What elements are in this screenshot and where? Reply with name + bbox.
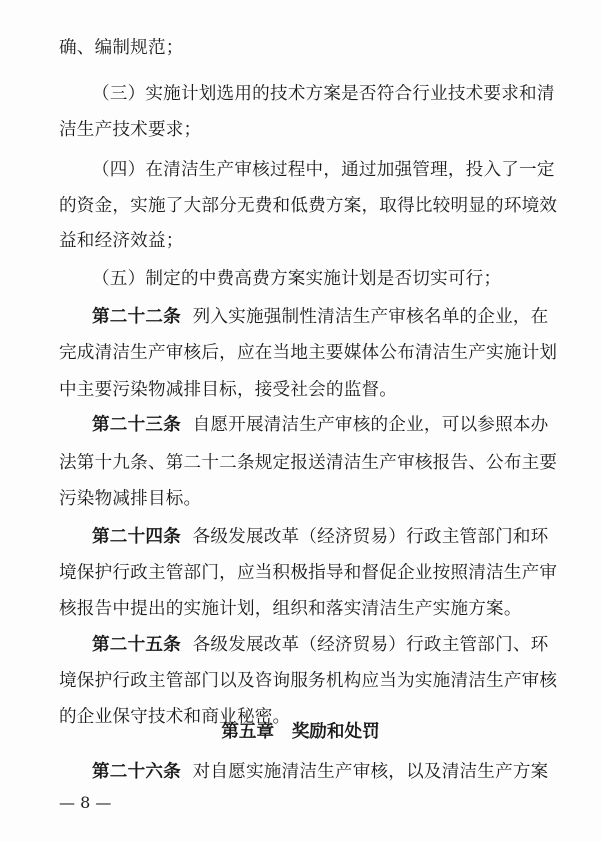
article-26-paragraph: [92, 760, 559, 784]
text-line: 益和经济效益；: [59, 231, 184, 251]
text-line: 法第十九条、第二十二条规定报送清洁生产审核报告、公布主要: [59, 453, 558, 473]
text-line: 列入实施强制性清洁生产审核名单的企业，在: [192, 307, 549, 327]
article-heading: 第二十五条: [92, 635, 181, 655]
text-line: 污染物减排目标。: [59, 489, 202, 509]
text-line: 完成清洁生产审核后，应在当地主要媒体公布清洁生产实施计划: [59, 343, 558, 363]
text-line: 境保护行政主管部门，应当积极指导和督促企业按照清洁生产审: [59, 563, 558, 583]
article-heading: 第二十三条: [92, 415, 181, 435]
page-number: — 8 —: [59, 793, 112, 812]
article-heading: 第二十六条: [92, 762, 181, 782]
text-line: 境保护行政主管部门以及咨询服务机构应当为实施清洁生产审核: [59, 671, 558, 691]
article-22-paragraph: [92, 305, 559, 329]
article-24-paragraph: [92, 525, 559, 549]
text-line: 的资金，实施了大部分无费和低费方案，取得比较明显的环境效: [59, 196, 558, 216]
article-25-paragraph: [92, 633, 559, 657]
text-line: 确、编制规范；: [59, 38, 184, 58]
text-line: 自愿开展清洁生产审核的企业，可以参照本办: [192, 415, 549, 435]
text-line: 核报告中提出的实施计划，组织和落实清洁生产实施方案。: [59, 599, 522, 619]
chapter-title: 第五章 奖励和处罚: [221, 722, 380, 742]
article-23-paragraph: [92, 413, 559, 437]
text-line: 各级发展改革（经济贸易）行政主管部门和环: [192, 527, 549, 547]
text-line: （三）实施计划选用的技术方案是否符合行业技术要求和清: [92, 84, 555, 104]
text-line: 中主要污染物减排目标，接受社会的监督。: [59, 380, 398, 400]
article-heading: 第二十四条: [92, 527, 181, 547]
text-line: 各级发展改革（经济贸易）行政主管部门、环: [192, 635, 549, 655]
text-line: 对自愿实施清洁生产审核，以及清洁生产方案: [192, 762, 549, 782]
text-line: （四）在清洁生产审核过程中，通过加强管理，投入了一定: [92, 160, 555, 180]
text-line: （五）制定的中费高费方案实施计划是否切实可行；: [92, 269, 502, 289]
text-line: 的企业保守技术和商业秘密。: [59, 707, 291, 727]
article-heading: 第二十二条: [92, 307, 181, 327]
text-line: 洁生产技术要求；: [59, 120, 202, 140]
